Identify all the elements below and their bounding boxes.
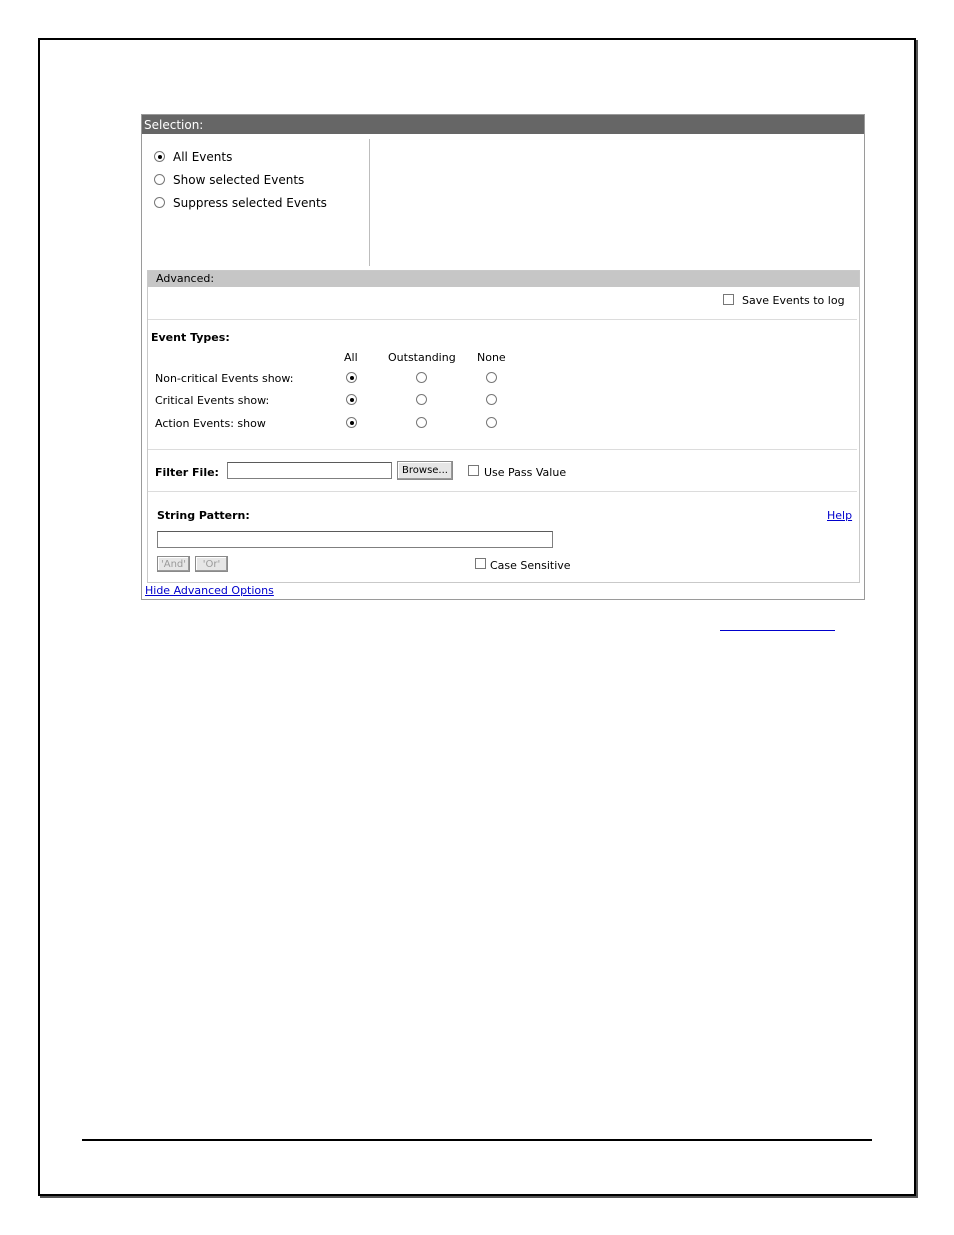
option-label: Show selected Events [173, 172, 305, 187]
selection-options [154, 145, 327, 214]
divider [148, 319, 857, 320]
case-sensitive-label: Case Sensitive [490, 559, 571, 572]
string-pattern-input[interactable] [157, 531, 553, 548]
show-selected-radio[interactable] [154, 174, 165, 185]
and-button[interactable]: 'And' [157, 556, 190, 572]
case-sensitive-checkbox[interactable] [475, 558, 486, 569]
string-pattern-label: String Pattern: [157, 509, 250, 522]
column-header-all: All [344, 351, 358, 364]
event-types-title: Event Types: [151, 331, 230, 344]
non-critical-none-radio[interactable] [486, 372, 497, 383]
or-button[interactable]: 'Or' [195, 556, 228, 572]
column-header-outstanding: Outstanding [388, 351, 456, 364]
option-all-events[interactable] [154, 145, 327, 168]
action-none-radio[interactable] [486, 417, 497, 428]
advanced-section [147, 270, 860, 583]
save-events-label: Save Events to log [742, 294, 845, 307]
row-label-non-critical: Non-critical Events show: [155, 372, 294, 385]
option-show-selected-events[interactable] [154, 168, 327, 191]
non-critical-all-radio[interactable] [346, 372, 357, 383]
option-label: Suppress selected Events [173, 195, 327, 210]
use-pass-value-label: Use Pass Value [484, 466, 567, 479]
selection-divider [369, 139, 370, 266]
save-events-checkbox[interactable] [723, 294, 734, 305]
row-label-action: Action Events: show [155, 417, 266, 430]
help-link[interactable]: Help [827, 509, 853, 522]
footer-rule [82, 1139, 872, 1141]
column-header-none: None [477, 351, 506, 364]
divider [148, 449, 857, 450]
filter-file-input[interactable] [227, 462, 392, 479]
filter-file-label: Filter File: [155, 466, 219, 479]
hide-advanced-options-link[interactable]: Hide Advanced Options [145, 584, 274, 597]
critical-none-radio[interactable] [486, 394, 497, 405]
option-suppress-selected-events[interactable] [154, 191, 327, 214]
use-pass-value-checkbox[interactable] [468, 465, 479, 476]
critical-all-radio[interactable] [346, 394, 357, 405]
row-label-critical: Critical Events show: [155, 394, 270, 407]
browse-button[interactable]: Browse... [397, 461, 453, 480]
non-critical-outstanding-radio[interactable] [416, 372, 427, 383]
divider [148, 491, 857, 492]
critical-outstanding-radio[interactable] [416, 394, 427, 405]
all-events-radio[interactable] [154, 151, 165, 162]
selection-panel [141, 114, 865, 600]
selection-header: Selection: [142, 115, 864, 134]
suppress-selected-radio[interactable] [154, 197, 165, 208]
action-all-radio[interactable] [346, 417, 357, 428]
action-outstanding-radio[interactable] [416, 417, 427, 428]
option-label: All Events [173, 149, 233, 164]
advanced-header: Advanced: [148, 271, 859, 287]
link-underline[interactable] [720, 630, 835, 631]
